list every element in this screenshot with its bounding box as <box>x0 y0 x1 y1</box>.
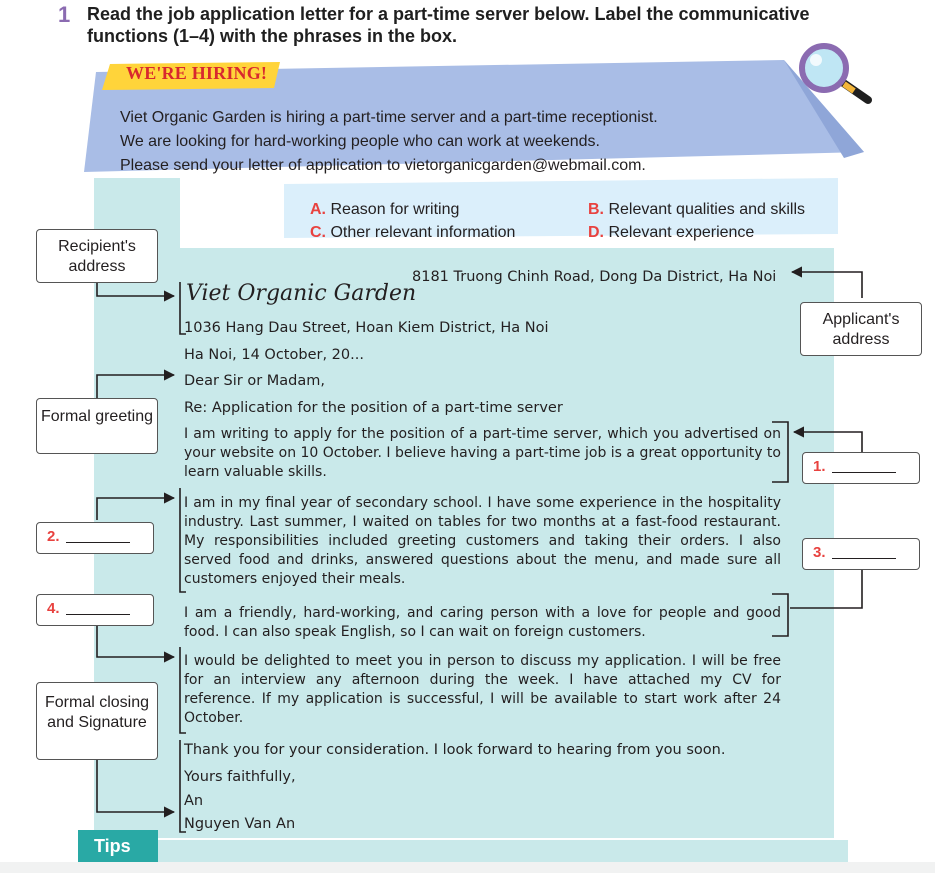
tips-bar <box>158 840 848 864</box>
hiring-heading: WE'RE HIRING! <box>126 63 268 83</box>
applicant-address: 8181 Truong Chinh Road, Dong Da District, Ha Noi <box>412 269 777 285</box>
advert-line-1: Viet Organic Garden is hiring a part-time server and a part-time receptionist. <box>120 109 658 126</box>
full-name: Nguyen Van An <box>184 816 296 832</box>
option-b: B. Relevant qualities and skills <box>588 201 805 218</box>
recipient-name: Viet Organic Garden <box>186 281 417 306</box>
blank-1[interactable]: 1. <box>802 452 920 484</box>
magnifier-icon <box>792 42 876 112</box>
signature: An <box>184 793 204 809</box>
paragraph-other-info: I would be delighted to meet you in person to discuss my application. I will be free for an interview any afternoon during the week. I have attached my CV for reference. If my application is successful, I will be available to start work after 24 October. <box>184 653 781 726</box>
blank-3[interactable]: 3. <box>802 538 920 570</box>
label-applicants-address: Applicant's address <box>800 302 922 356</box>
letter-subject: Re: Application for the position of a part-time server <box>184 400 563 416</box>
blank-4[interactable]: 4. <box>36 594 154 626</box>
letter-date: Ha Noi, 14 October, 20... <box>184 347 364 363</box>
advert-line-3: Please send your letter of application to vietorganicgarden@webmail.com. <box>120 157 646 174</box>
task-number: 1 <box>58 2 71 27</box>
recipient-address: 1036 Hang Dau Street, Hoan Kiem District, Ha Noi <box>184 320 549 336</box>
blank-2[interactable]: 2. <box>36 522 154 554</box>
option-a: A. Reason for writing <box>310 201 460 218</box>
bottom-strip <box>0 862 935 873</box>
letter-greeting: Dear Sir or Madam, <box>184 373 326 389</box>
label-formal-greeting: Formal greeting <box>36 398 158 454</box>
advert-body <box>120 106 840 178</box>
closing-line: Thank you for your consideration. I look forward to hearing from you soon. <box>184 742 726 758</box>
option-c: C. Other relevant information <box>310 224 516 241</box>
advert-line-2: We are looking for hard-working people who can work at weekends. <box>120 133 600 150</box>
tips-label: Tips <box>94 836 131 856</box>
paragraph-experience: I am in my final year of secondary school. I have some experience in the hospitality industry. Last summer, I waited on tables for two months at a fast-food restaurant. My responsibilities included greeting customers and taking their orders. I also served food and drinks, answered questions about the menu, and made sure all customers enjoyed their meals. <box>184 495 781 587</box>
label-recipients-address: Recipient's address <box>36 229 158 283</box>
label-formal-closing: Formal closing and Signature <box>36 682 158 760</box>
option-d: D. Relevant experience <box>588 224 755 241</box>
task-instruction: Read the job application letter for a part-time server below. Label the communicative functions (1–4) with the phrases in the box. <box>87 4 810 46</box>
sign-off: Yours faithfully, <box>184 769 296 785</box>
tips-tab[interactable] <box>78 830 158 864</box>
paragraph-qualities: I am a friendly, hard-working, and caring person with a love for people and good food. I can also speak English, so I can wait on foreign customers. <box>184 605 781 640</box>
paragraph-reason: I am writing to apply for the position of a part-time server, which you advertised on your website on 10 October. I believe having a part-time job is a great opportunity to learn valuable skills. <box>184 426 781 480</box>
